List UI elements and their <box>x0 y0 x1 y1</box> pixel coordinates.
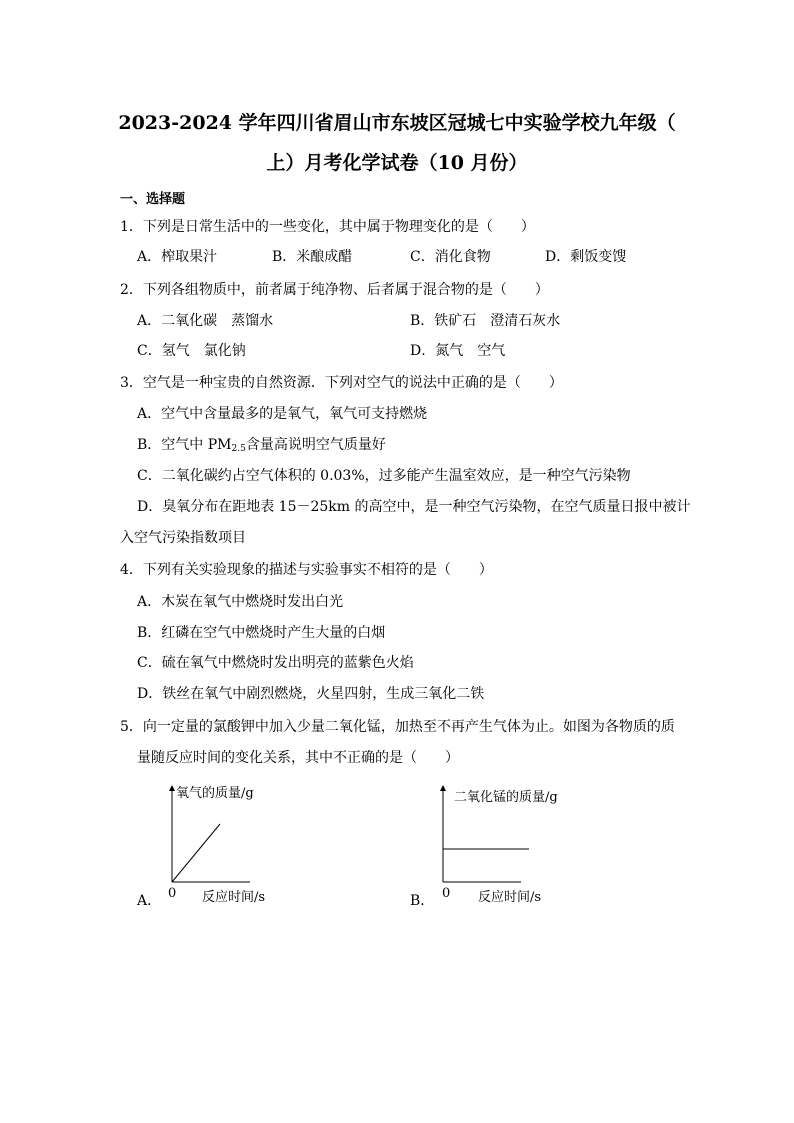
graph-a <box>150 782 350 912</box>
graph-a-origin: 0 <box>168 886 177 901</box>
question-3-option-b <box>137 435 386 459</box>
question-1-option-a: A．榨取果汁 <box>137 249 218 265</box>
question-4-option-c: C．硫在氧气中燃烧时发出明亮的蓝紫色火焰 <box>137 655 414 671</box>
question-3-stem: 3．空气是一种宝贵的自然资源．下列对空气的说法中正确的是（ ） <box>120 375 563 391</box>
question-3-option-d: D．臭氧分布在距地表 15－25km 的高空中，是一种空气污染物，在空气质量日报中被计 <box>137 499 691 515</box>
question-2-option-d: D．氮气 空气 <box>410 343 506 359</box>
graph-a-xlabel: 反应时间/s <box>202 890 266 905</box>
pm-subscript: 2.5 <box>231 444 246 454</box>
graph-b-letter: B． <box>410 893 435 909</box>
question-2-option-b: B．铁矿石 澄清石灰水 <box>410 313 561 329</box>
graph-b-xlabel: 反应时间/s <box>478 890 542 905</box>
question-1-stem: 1．下列是日常生活中的一些变化，其中属于物理变化的是（ ） <box>120 219 535 235</box>
question-3-option-b-tail: 含量高说明空气质量好 <box>245 437 386 453</box>
graph-b <box>424 782 624 912</box>
section-heading: 一、选择题 <box>120 192 186 207</box>
graph-b-origin: 0 <box>442 886 451 901</box>
question-4-option-d: D．铁丝在氧气中剧烈燃烧，火星四射，生成三氧化二铁 <box>137 686 485 702</box>
graph-a-ylabel: 氧气的质量/g <box>176 786 254 801</box>
question-5-stem-continued: 量随反应时间的变化关系，其中不正确的是（ ） <box>137 750 459 766</box>
exam-title-line2: 上）月考化学试卷（10 月份） <box>266 152 528 174</box>
question-4-stem: 4．下列有关实验现象的描述与实验事实不相符的是（ ） <box>120 562 493 578</box>
question-5-stem: 5．向一定量的氯酸钾中加入少量二氧化锰，加热至不再产生气体为止。如图为各物质的质 <box>120 719 675 735</box>
graph-b-ylabel: 二氧化锰的质量/g <box>454 790 558 805</box>
question-2-option-c: C．氢气 氯化钠 <box>137 343 246 359</box>
question-1-option-c: C．消化食物 <box>410 249 491 265</box>
question-3-option-b-head: B．空气中 PM <box>137 437 232 453</box>
question-1-option-d: D．剩饭变馊 <box>545 249 627 265</box>
question-2-option-a: A．二氧化碳 蒸馏水 <box>137 313 274 329</box>
graph-a-curve <box>172 824 220 882</box>
question-4-option-b: B．红磷在空气中燃烧时产生大量的白烟 <box>137 625 386 641</box>
graph-a-letter: A． <box>137 893 162 909</box>
question-2-stem: 2．下列各组物质中，前者属于纯净物、后者属于混合物的是（ ） <box>120 282 549 298</box>
question-3-option-c: C．二氧化碳约占空气体积的 0.03%，过多能产生温室效应，是一种空气污染物 <box>137 468 631 484</box>
exam-title-line1: 2023-2024 学年四川省眉山市东坡区冠城七中实验学校九年级（ <box>118 112 676 134</box>
question-3-option-d-continued: 入空气污染指数项目 <box>120 530 246 546</box>
question-3-option-a: A．空气中含量最多的是氧气，氧气可支持燃烧 <box>137 406 428 422</box>
question-1-option-b: B．米酿成醋 <box>272 249 353 265</box>
question-4-option-a: A．木炭在氧气中燃烧时发出白光 <box>137 594 344 610</box>
